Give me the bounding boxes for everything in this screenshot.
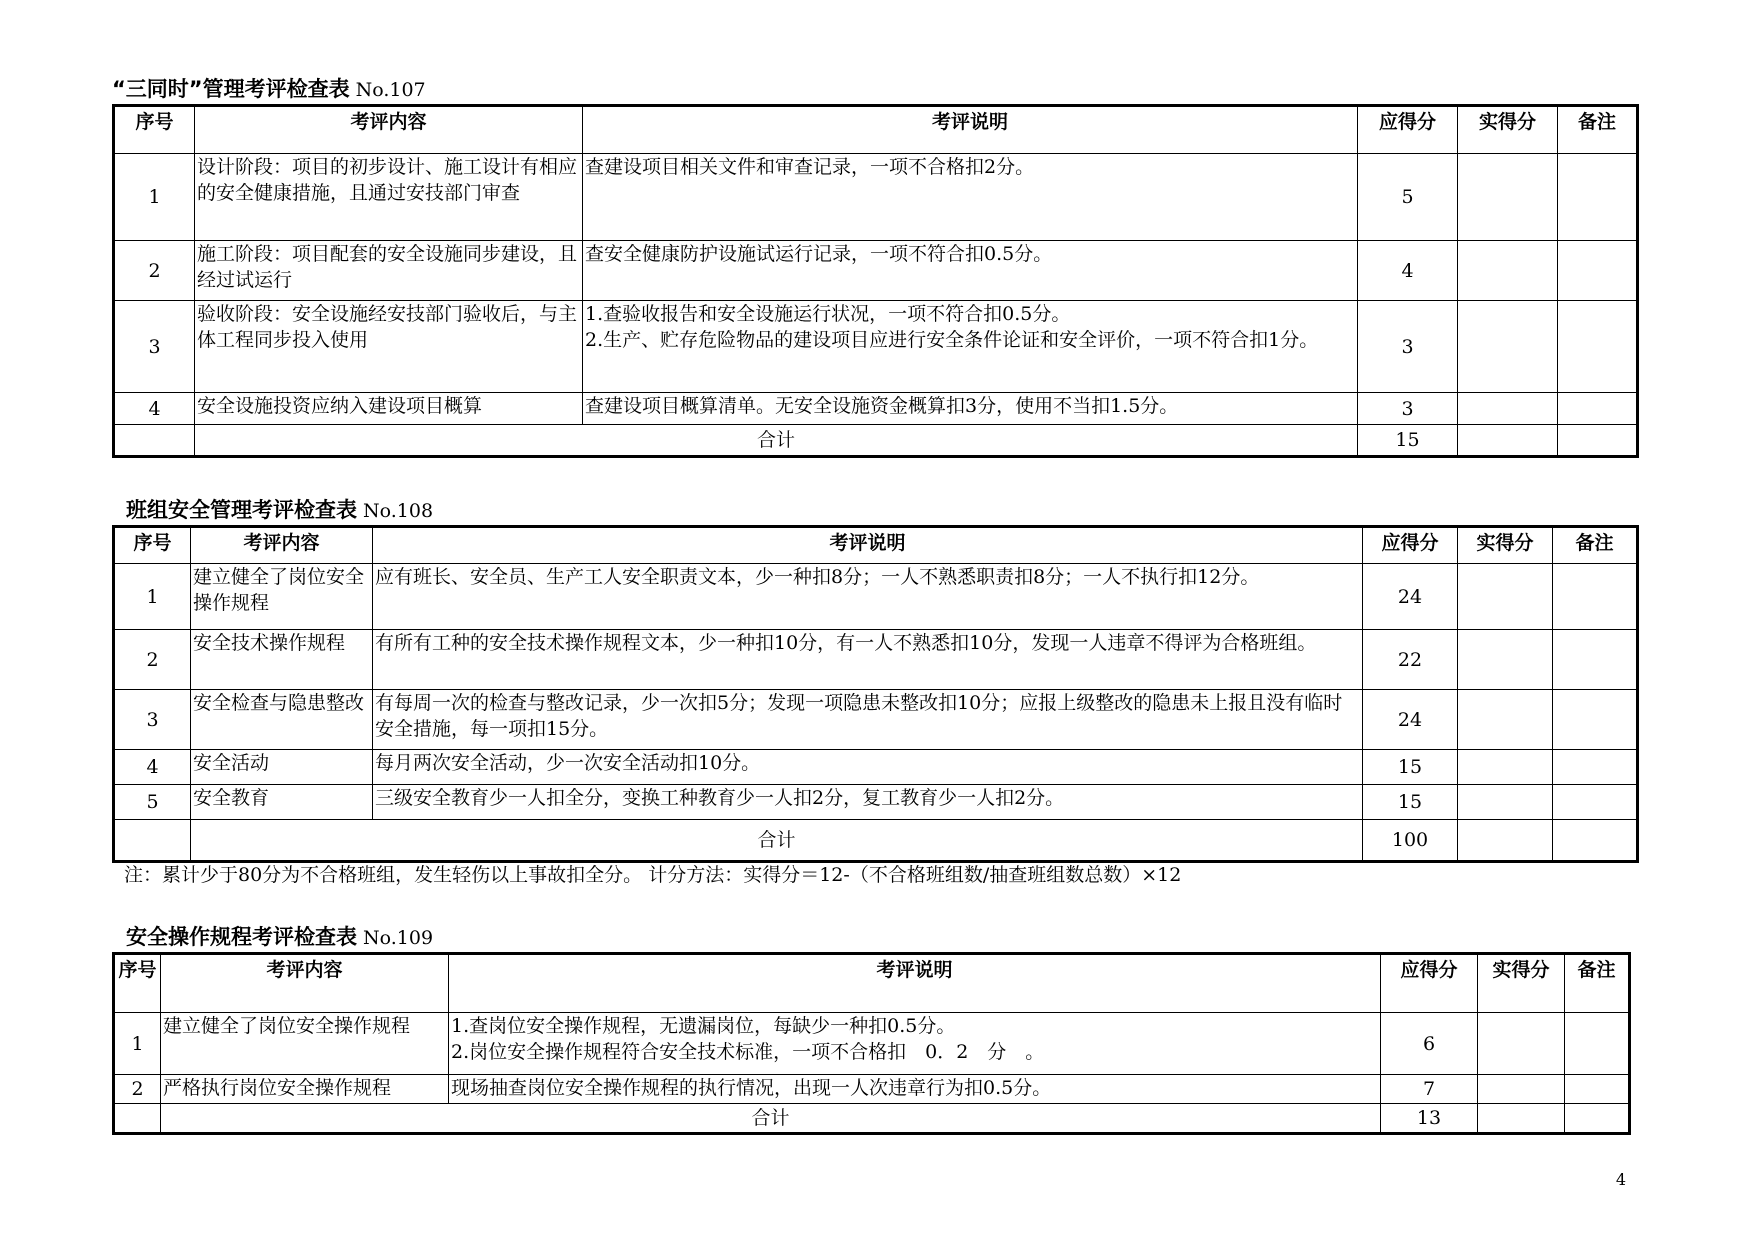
row-seq: 4	[114, 750, 191, 785]
desc-line: 现场抽查岗位安全操作规程的执行情况，出现一人次违章行为扣0.5分。	[451, 1077, 1052, 1099]
table-row	[114, 1075, 1630, 1104]
desc-line: 1.查验收报告和安全设施运行状况，一项不符合扣0.5分。	[585, 303, 1071, 325]
row-seq: 3	[114, 301, 195, 393]
desc-line: 查建设项目概算清单。无安全设施资金概算扣3分，使用不当扣1.5分。	[585, 395, 1179, 417]
row-actual-score[interactable]	[1458, 154, 1558, 241]
table108-number: No.108	[363, 500, 434, 522]
row-remark[interactable]	[1565, 1075, 1630, 1104]
row-desc	[583, 154, 1358, 241]
table-row	[114, 241, 1638, 301]
table-row	[114, 630, 1638, 690]
header-remark: 备注	[1565, 954, 1630, 1013]
table-row	[114, 750, 1638, 785]
row-actual-score[interactable]	[1478, 1013, 1565, 1075]
row-seq: 4	[114, 393, 195, 425]
header-should-score: 应得分	[1363, 527, 1458, 564]
row-actual-score[interactable]	[1458, 785, 1553, 820]
row-desc	[373, 630, 1363, 690]
row-score: 15	[1363, 750, 1458, 785]
total-actual-score[interactable]	[1458, 425, 1558, 457]
total-remark[interactable]	[1558, 425, 1638, 457]
total-actual-score[interactable]	[1478, 1104, 1565, 1134]
header-content: 考评内容	[161, 954, 449, 1013]
table-row	[114, 785, 1638, 820]
row-seq: 1	[114, 564, 191, 630]
table108-note: 注：累计少于80分为不合格班组，发生轻伤以上事故扣全分。 计分方法：实得分＝12-（不合格班组数/抽查班组数总数）×12	[124, 864, 1182, 886]
row-content: 建立健全了岗位安全操作规程	[191, 564, 373, 630]
row-score: 15	[1363, 785, 1458, 820]
table108-title	[126, 497, 433, 524]
header-should-score: 应得分	[1381, 954, 1478, 1013]
header-desc: 考评说明	[583, 106, 1358, 154]
row-desc	[583, 301, 1358, 393]
table109-title	[126, 924, 433, 951]
total-seq-empty	[114, 820, 191, 862]
desc-line: 查安全健康防护设施试运行记录，一项不符合扣0.5分。	[585, 243, 1053, 265]
row-content: 验收阶段：安全设施经安技部门验收后，与主体工程同步投入使用	[195, 301, 583, 393]
row-score: 6	[1381, 1013, 1478, 1075]
row-remark[interactable]	[1558, 301, 1638, 393]
row-content: 安全活动	[191, 750, 373, 785]
row-content: 安全教育	[191, 785, 373, 820]
row-seq: 5	[114, 785, 191, 820]
table-row	[114, 301, 1638, 393]
table108-header-row	[114, 527, 1638, 564]
row-desc	[373, 785, 1363, 820]
row-actual-score[interactable]	[1458, 690, 1553, 750]
total-remark[interactable]	[1553, 820, 1638, 862]
desc-line: 有每周一次的检查与整改记录，少一次扣5分；发现一项隐患未整改扣10分；应报上级整改的隐患未上报且没有临时安全措施，每一项扣15分。	[375, 692, 1343, 740]
row-desc	[373, 750, 1363, 785]
total-score: 15	[1358, 425, 1458, 457]
row-score: 4	[1358, 241, 1458, 301]
row-content: 设计阶段：项目的初步设计、施工设计有相应的安全健康措施，且通过安技部门审查	[195, 154, 583, 241]
row-remark[interactable]	[1558, 241, 1638, 301]
row-seq: 1	[114, 1013, 161, 1075]
row-content: 施工阶段：项目配套的安全设施同步建设，且经过试运行	[195, 241, 583, 301]
row-remark[interactable]	[1553, 690, 1638, 750]
table108-title-text: 班组安全管理考评检查表	[126, 498, 357, 522]
header-remark: 备注	[1553, 527, 1638, 564]
header-seq: 序号	[114, 106, 195, 154]
row-desc	[583, 241, 1358, 301]
row-actual-score[interactable]	[1458, 630, 1553, 690]
row-seq: 3	[114, 690, 191, 750]
table108	[112, 525, 1639, 863]
row-content: 安全技术操作规程	[191, 630, 373, 690]
header-content: 考评内容	[195, 106, 583, 154]
row-actual-score[interactable]	[1458, 564, 1553, 630]
total-score: 13	[1381, 1104, 1478, 1134]
row-score: 3	[1358, 393, 1458, 425]
row-seq: 2	[114, 630, 191, 690]
header-desc: 考评说明	[373, 527, 1363, 564]
header-should-score: 应得分	[1358, 106, 1458, 154]
table107-title	[112, 76, 426, 103]
table109-title-text: 安全操作规程考评检查表	[126, 925, 357, 949]
table107-total-row	[114, 425, 1638, 457]
total-label: 合计	[195, 425, 1358, 457]
row-score: 3	[1358, 301, 1458, 393]
desc-line: 三级安全教育少一人扣全分，变换工种教育少一人扣2分，复工教育少一人扣2分。	[375, 787, 1065, 809]
table-row	[114, 690, 1638, 750]
row-desc	[373, 690, 1363, 750]
desc-line: 每月两次安全活动，少一次安全活动扣10分。	[375, 752, 761, 774]
desc-line: 2.生产、贮存危险物品的建设项目应进行安全条件论证和安全评价，一项不符合扣1分。	[585, 329, 1319, 351]
table-row	[114, 393, 1638, 425]
row-desc	[449, 1075, 1381, 1104]
desc-line: 1.查岗位安全操作规程，无遗漏岗位，每缺少一种扣0.5分。	[451, 1015, 956, 1037]
row-remark[interactable]	[1553, 785, 1638, 820]
table107	[112, 104, 1639, 458]
table-row	[114, 154, 1638, 241]
row-actual-score[interactable]	[1458, 241, 1558, 301]
row-content: 严格执行岗位安全操作规程	[161, 1075, 449, 1104]
row-content: 安全检查与隐患整改	[191, 690, 373, 750]
total-seq-empty	[114, 425, 195, 457]
row-content: 建立健全了岗位安全操作规程	[161, 1013, 449, 1075]
page-number: 4	[1615, 1170, 1626, 1189]
table107-title-text: “三同时”管理考评检查表	[112, 77, 350, 101]
total-seq-empty	[114, 1104, 161, 1134]
row-content: 安全设施投资应纳入建设项目概算	[195, 393, 583, 425]
desc-line: 有所有工种的安全技术操作规程文本，少一种扣10分，有一人不熟悉扣10分，发现一人违章不得评为合格班组。	[375, 632, 1317, 654]
total-remark[interactable]	[1565, 1104, 1630, 1134]
table109	[112, 952, 1631, 1135]
desc-line: 2.岗位安全操作规程符合安全技术标准，一项不合格扣 0．2 分 。	[451, 1041, 1045, 1063]
row-remark[interactable]	[1558, 393, 1638, 425]
row-score: 7	[1381, 1075, 1478, 1104]
header-actual-score: 实得分	[1478, 954, 1565, 1013]
total-label: 合计	[161, 1104, 1381, 1134]
row-seq: 1	[114, 154, 195, 241]
table107-header-row	[114, 106, 1638, 154]
row-score: 24	[1363, 690, 1458, 750]
row-seq: 2	[114, 1075, 161, 1104]
row-remark[interactable]	[1565, 1013, 1630, 1075]
table109-total-row	[114, 1104, 1630, 1134]
row-desc	[373, 564, 1363, 630]
header-seq: 序号	[114, 527, 191, 564]
desc-line: 查建设项目相关文件和审查记录，一项不合格扣2分。	[585, 156, 1035, 178]
row-remark[interactable]	[1553, 564, 1638, 630]
header-actual-score: 实得分	[1458, 106, 1558, 154]
header-seq: 序号	[114, 954, 161, 1013]
table109-number: No.109	[363, 927, 434, 949]
table-row	[114, 1013, 1630, 1075]
row-score: 22	[1363, 630, 1458, 690]
row-desc	[583, 393, 1358, 425]
row-score: 5	[1358, 154, 1458, 241]
total-label: 合计	[191, 820, 1363, 862]
desc-line: 应有班长、安全员、生产工人安全职责文本，少一种扣8分；一人不熟悉职责扣8分；一人不执行扣12分。	[375, 566, 1260, 588]
total-score: 100	[1363, 820, 1458, 862]
row-actual-score[interactable]	[1458, 393, 1558, 425]
table109-header-row	[114, 954, 1630, 1013]
header-actual-score: 实得分	[1458, 527, 1553, 564]
row-score: 24	[1363, 564, 1458, 630]
row-actual-score[interactable]	[1458, 301, 1558, 393]
table108-total-row	[114, 820, 1638, 862]
table-row	[114, 564, 1638, 630]
row-remark[interactable]	[1558, 154, 1638, 241]
row-actual-score[interactable]	[1458, 750, 1553, 785]
row-desc	[449, 1013, 1381, 1075]
row-actual-score[interactable]	[1478, 1075, 1565, 1104]
header-remark: 备注	[1558, 106, 1638, 154]
row-seq: 2	[114, 241, 195, 301]
total-actual-score[interactable]	[1458, 820, 1553, 862]
row-remark[interactable]	[1553, 630, 1638, 690]
table107-number: No.107	[355, 79, 426, 101]
header-content: 考评内容	[191, 527, 373, 564]
header-desc: 考评说明	[449, 954, 1381, 1013]
row-remark[interactable]	[1553, 750, 1638, 785]
